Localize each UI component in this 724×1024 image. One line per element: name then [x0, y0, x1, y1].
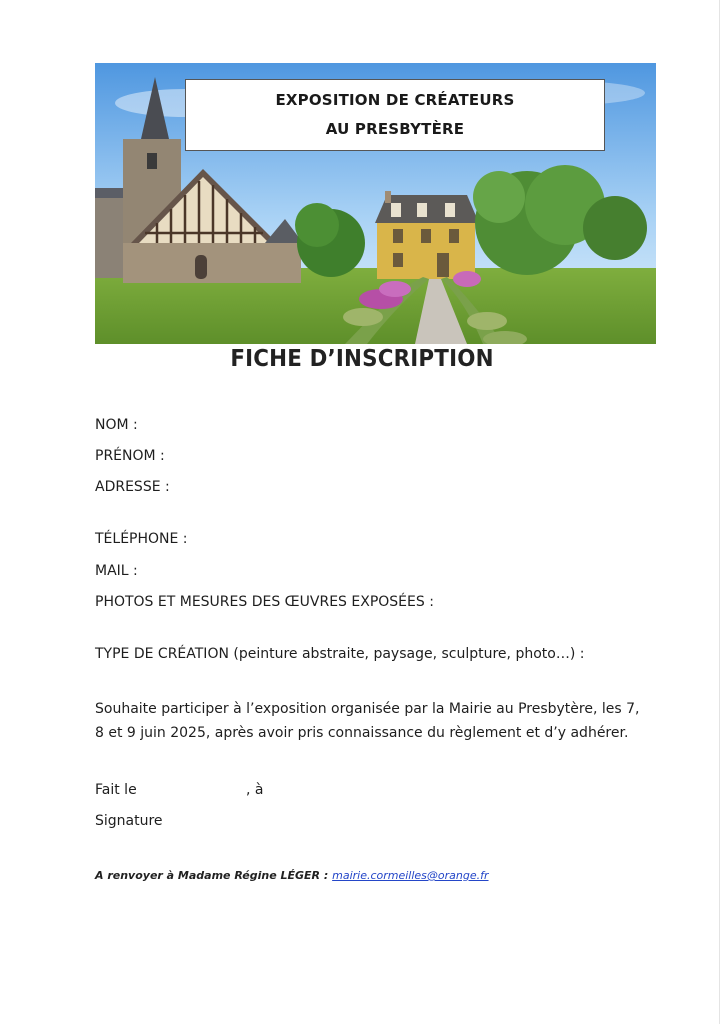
return-label: A renvoyer à Madame Régine LÉGER :	[95, 869, 329, 882]
field-label-telephone: TÉLÉPHONE :	[95, 531, 188, 547]
field-label-type-creation: TYPE DE CRÉATION (peinture abstraite, paysage, sculpture, photo…) :	[95, 646, 585, 662]
fait-a-label: , à	[246, 782, 264, 798]
field-label-nom: NOM :	[95, 417, 138, 433]
exhibition-title-line2: AU PRESBYTÈRE	[325, 120, 465, 138]
field-label-adresse: ADRESSE :	[95, 479, 170, 495]
field-label-prenom: PRÉNOM :	[95, 448, 165, 464]
field-label-mail: MAIL :	[95, 563, 138, 579]
contact-email-link[interactable]: mairie.cormeilles@orange.fr	[332, 869, 489, 882]
return-instructions	[95, 869, 489, 882]
page-edge	[719, 0, 720, 1024]
exhibition-title-line1: EXPOSITION DE CRÉATEURS	[275, 91, 515, 109]
field-label-photos: PHOTOS ET MESURES DES ŒUVRES EXPOSÉES :	[95, 594, 434, 610]
exhibition-title-box	[185, 79, 605, 151]
signature-label: Signature	[95, 813, 163, 829]
form-title: FICHE D’INSCRIPTION	[230, 346, 494, 372]
fait-le-label: Fait le	[95, 782, 137, 798]
participation-statement: Souhaite participer à l’exposition organisée par la Mairie au Presbytère, les 7, 8 et 9 juin 2025, après avoir pris connaissance du règlement et d’y adhérer.	[95, 701, 640, 741]
